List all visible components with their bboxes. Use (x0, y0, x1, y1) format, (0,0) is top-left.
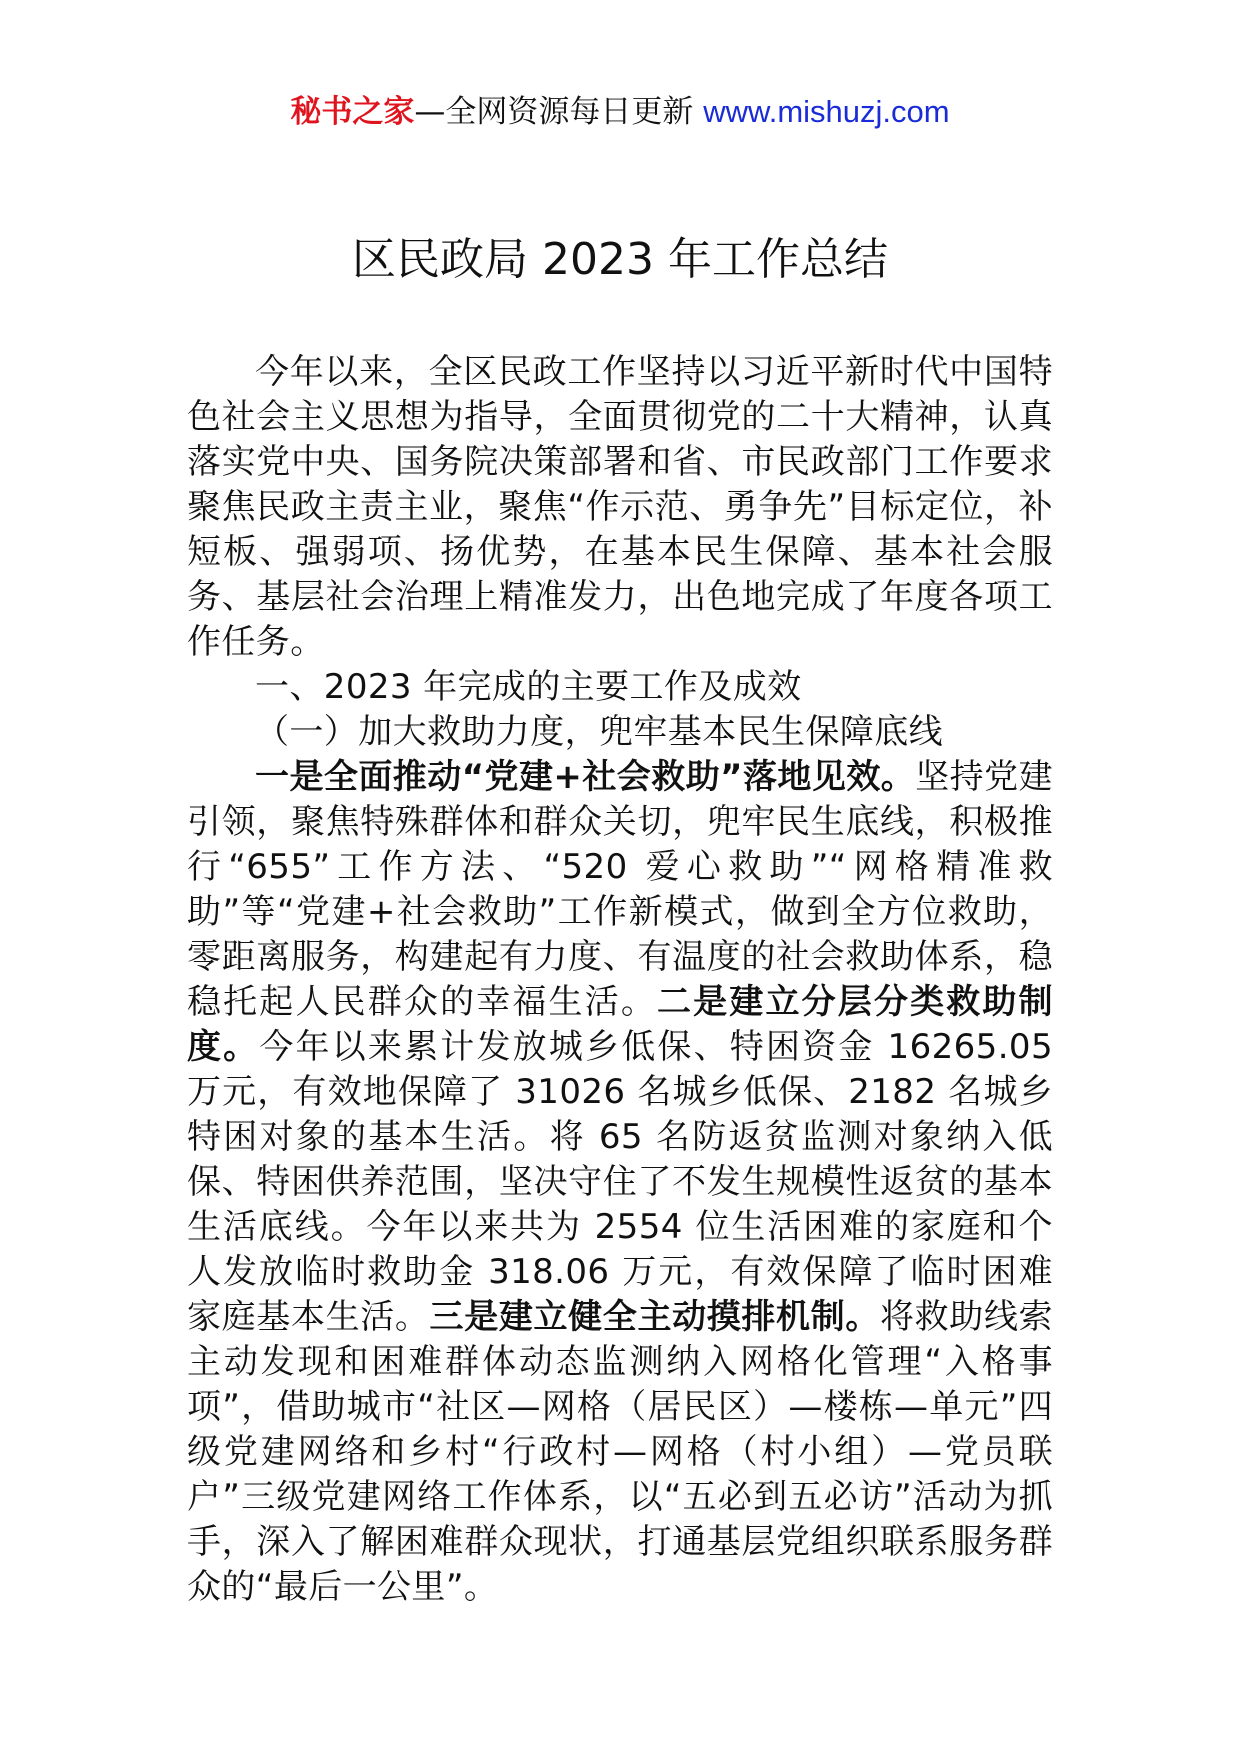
site-header (0, 92, 1240, 132)
bold-lead-3: 三是建立健全主动摸排机制。 (429, 1297, 880, 1337)
subsection-heading: （一）加大救助力度，兜牢基本民生保障底线 (255, 712, 943, 752)
section-heading: 一、2023 年完成的主要工作及成效 (255, 667, 802, 707)
body-paragraph (187, 755, 1053, 1610)
site-tagline: —全网资源每日更新 (414, 94, 704, 130)
bold-lead-1: 一是全面推动“党建+社会救助”落地见效。 (255, 757, 916, 797)
intro-paragraph: 今年以来，全区民政工作坚持以习近平新时代中国特色社会主义思想为指导，全面贯彻党的二十大精神，认真落实党中央、国务院决策部署和省、市民政部门工作要求聚焦民政主责主业，聚焦“作示范、勇争先”目标定位，补短板、强弱项、扬优势，在基本民生保障、基本社会服务、基层社会治理上精准发力，出色地完成了年度各项工作任务。 (187, 352, 1053, 662)
body-text-1: 坚持党建引领，聚焦特殊群体和群众关切，兜牢民生底线，积极推行“655”工作方法、“520 爱心救助”“网格精准救助”等“党建+社会救助”工作新模式，做到全方位救助，零距离服务，构建起有力度、有温度的社会救助体系，稳稳托起人民群众的幸福生活。 (187, 757, 1053, 1022)
body-text-2: 今年以来累计发放城乡低保、特困资金 16265.05 万元，有效地保障了 31026 名城乡低保、2182 名城乡特困对象的基本生活。将 65 名防返贫监测对象纳入低保、特困供养范围，坚决守住了不发生规模性返贫的基本生活底线。今年以来共为 2554 位生活困难的家庭和个人发放临时救助金 318.06 万元，有效保障了临时困难家庭基本生活。 (187, 1027, 1053, 1337)
bold-lead-2: 二是建立分层分类救助制度。 (187, 982, 1053, 1067)
body-text-3: 将救助线索主动发现和困难群体动态监测纳入网格化管理“入格事项”，借助城市“社区—网格（居民区）—楼栋—单元”四级党建网络和乡村“行政村—网格（村小组）—党员联户”三级党建网络工作体系，以“五必到五必访”活动为抓手，深入了解困难群众现状，打通基层党组织联系服务群众的“最后一公里”。 (187, 1297, 1053, 1607)
document-title: 区民政局 2023 年工作总结 (352, 234, 888, 285)
document-body (187, 350, 1053, 1610)
site-url-link[interactable]: www.mishuzj.com (703, 94, 950, 129)
site-brand: 秘书之家 (290, 94, 415, 130)
